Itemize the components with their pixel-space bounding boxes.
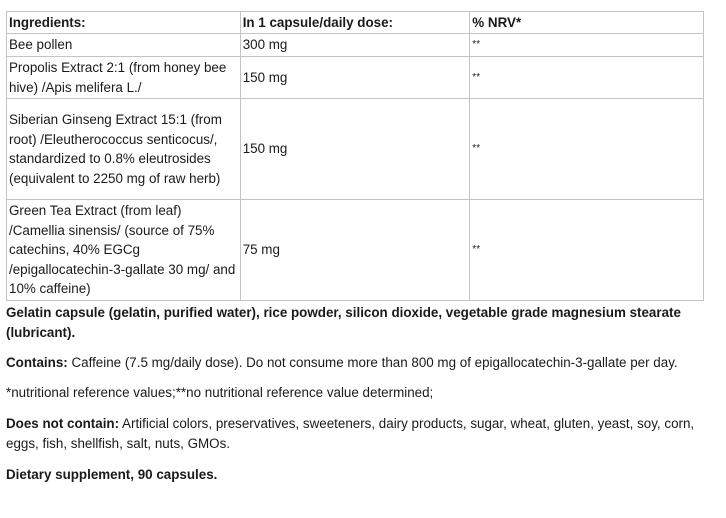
cell-dose: 300 mg <box>240 34 470 57</box>
contains-text: Caffeine (7.5 mg/daily dose). Do not consume more than 800 mg of epigallocatechin-3-gallate per day. <box>67 354 678 370</box>
table-header-row <box>7 12 704 34</box>
capsule-composition: Gelatin capsule (gelatin, purified water), rice powder, silicon dioxide, vegetable grade magnesium stearate (lubricant). <box>6 305 681 340</box>
cell-ingredient: Green Tea Extract (from leaf) /Camellia sinensis/ (source of 75% catechins, 40% EGCg /epigallocatechin-3-gallate 30 mg/ and 10% caffeine) <box>7 200 241 301</box>
table-row <box>7 57 704 99</box>
does-not-contain-text: Artificial colors, preservatives, sweeteners, dairy products, sugar, wheat, gluten, yeast, soy, corn, eggs, fish, shellfish, salt, nuts, GMOs. <box>6 416 695 451</box>
header-ingredients: Ingredients: <box>7 12 241 34</box>
cell-dose: 75 mg <box>240 200 470 301</box>
cell-dose: 150 mg <box>240 99 470 200</box>
notes-section <box>6 303 716 485</box>
cell-nrv: ** <box>470 200 704 301</box>
ingredients-table <box>6 11 704 301</box>
table-row <box>7 34 704 57</box>
table-row <box>7 99 704 200</box>
dietary-supplement-note: Dietary supplement, 90 capsules. <box>6 466 218 482</box>
header-nrv: % NRV* <box>470 12 704 34</box>
cell-ingredient: Propolis Extract 2:1 (from honey bee hive) /Apis melifera L./ <box>7 57 241 99</box>
contains-label: Contains: <box>6 354 68 370</box>
contains-note <box>6 353 716 373</box>
table-row <box>7 200 704 301</box>
does-not-contain-label: Does not contain: <box>6 416 120 432</box>
cell-nrv: ** <box>470 34 704 57</box>
header-dose: In 1 capsule/daily dose: <box>240 12 470 34</box>
cell-dose: 150 mg <box>240 57 470 99</box>
cell-ingredient: Siberian Ginseng Extract 15:1 (from root) /Eleutherococcus senticocus/, standardized to 0.8% eleutrosides (equivalent to 2250 mg of raw herb) <box>7 99 241 200</box>
cell-nrv: ** <box>470 57 704 99</box>
cell-ingredient: Bee pollen <box>7 34 241 57</box>
cell-nrv: ** <box>470 99 704 200</box>
does-not-contain-note <box>6 414 716 454</box>
nrv-footnote: *nutritional reference values;**no nutritional reference value determined; <box>6 385 434 401</box>
